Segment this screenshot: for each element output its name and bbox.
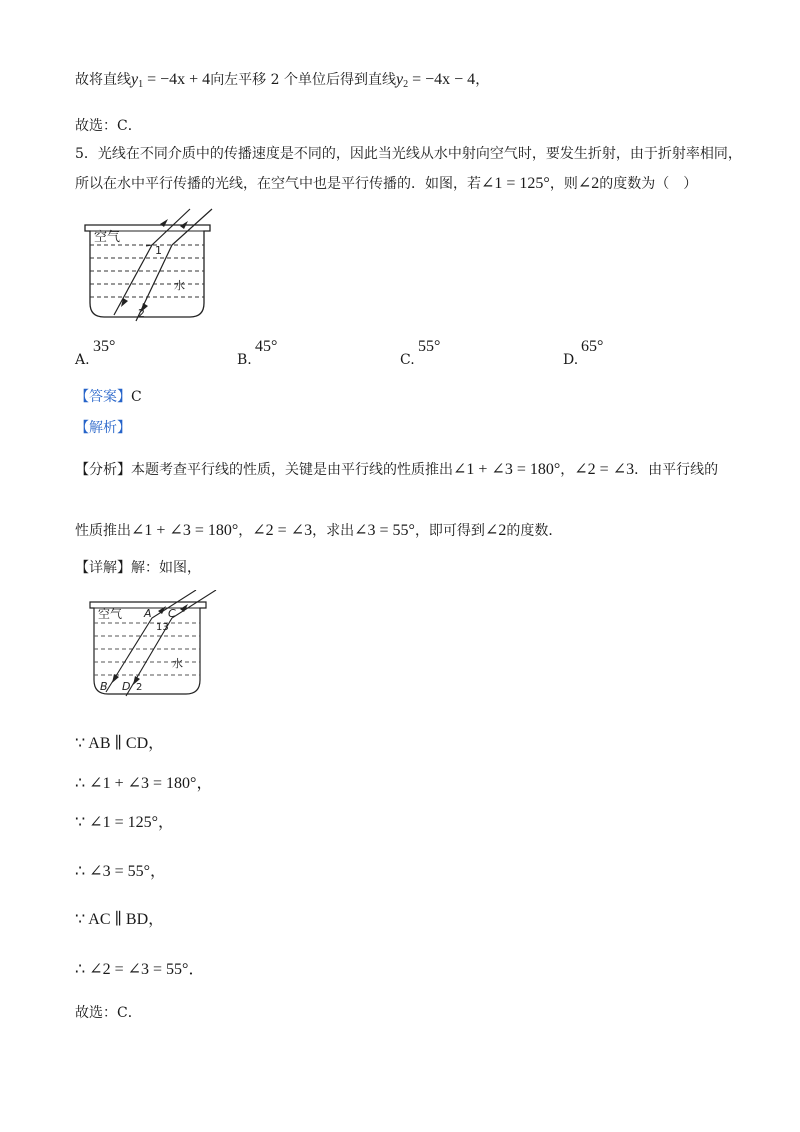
step-6: ∴ ∠2 = ∠3 = 55°． [75, 961, 205, 978]
answer-tag: 【答案】 [75, 389, 131, 405]
step-1: ∵ AB ∥ CD， [75, 735, 165, 752]
label-angle-2: 2 [138, 307, 145, 320]
label-water-2: 水 [172, 657, 183, 670]
label-angles-1-3: 13 [156, 622, 169, 633]
math-angle2: ∠2 [577, 175, 600, 192]
step-4: ∴ ∠3 = 55°， [75, 863, 167, 880]
label-angle-1: 1 [155, 244, 162, 257]
option-d[interactable]: D. 65° [563, 338, 604, 368]
math-eq2: = −4x − 4 [408, 71, 476, 88]
question-line-1: 5．光线在不同介质中的传播速度是不同的，因此当光线从水中射向空气时，要发生折射，由于折射率相同， [75, 146, 742, 162]
analysis-line-2: 性质推出∠1 + ∠3 = 180°，∠2 = ∠3，求出∠3 = 55°，即可得到∠2的度数． [75, 522, 563, 539]
text-line-translation: 故将直线$y_1 = -4x + 4$向左平移 2 个单位后得到直线$y_2 = -4x - 4$， [75, 71, 490, 90]
step-2: ∴ ∠1 + ∠3 = 180°， [75, 775, 213, 792]
math-y2: $y_2$ [396, 71, 409, 90]
math-eq1: = −4x + 4 [143, 71, 211, 88]
label-water: 水 [174, 279, 185, 292]
choice-line-1: 故选：C． [75, 118, 142, 134]
analysis-line-1: 【分析】本题考查平行线的性质，关键是由平行线的性质推出∠1 + ∠3 = 180°，∠2 = ∠3．由平行线的 [75, 461, 719, 478]
label-point-d: D [122, 680, 131, 693]
figure-beaker-1 [80, 205, 220, 330]
question-line-2: 所以在水中平行传播的光线，在空气中也是平行传播的．如图，若∠1 = 125°，则∠2的度数为（ ） [75, 175, 698, 192]
option-a[interactable]: A. 35° [75, 338, 116, 368]
detail-line: 【详解】解：如图， [75, 560, 201, 576]
label-point-a: A [144, 607, 152, 620]
text-segment: 向左平移 2 个单位后得到直线 [210, 72, 396, 88]
option-c[interactable]: C. 55° [400, 338, 441, 368]
math-y1: $y_1$ [131, 71, 144, 90]
label-air: 空气 [94, 230, 121, 245]
step-5: ∵ AC ∥ BD， [75, 911, 165, 928]
math-angle1: ∠1 = 125° [481, 175, 550, 192]
step-3: ∵ ∠1 = 125°， [75, 814, 175, 831]
text-segment: 故将直线 [75, 72, 131, 88]
label-point-b: B [100, 680, 108, 693]
option-b[interactable]: B. 45° [237, 338, 278, 368]
label-point-c: C [168, 607, 176, 620]
answer-value: C [131, 389, 142, 405]
label-angle-2b: 2 [136, 682, 143, 693]
analysis-tag: 【解析】 [75, 420, 131, 436]
figure-beaker-2 [88, 590, 228, 705]
answer-line [75, 387, 142, 407]
label-air-2: 空气 [98, 607, 123, 621]
choice-line-2: 故选：C． [75, 1005, 142, 1021]
